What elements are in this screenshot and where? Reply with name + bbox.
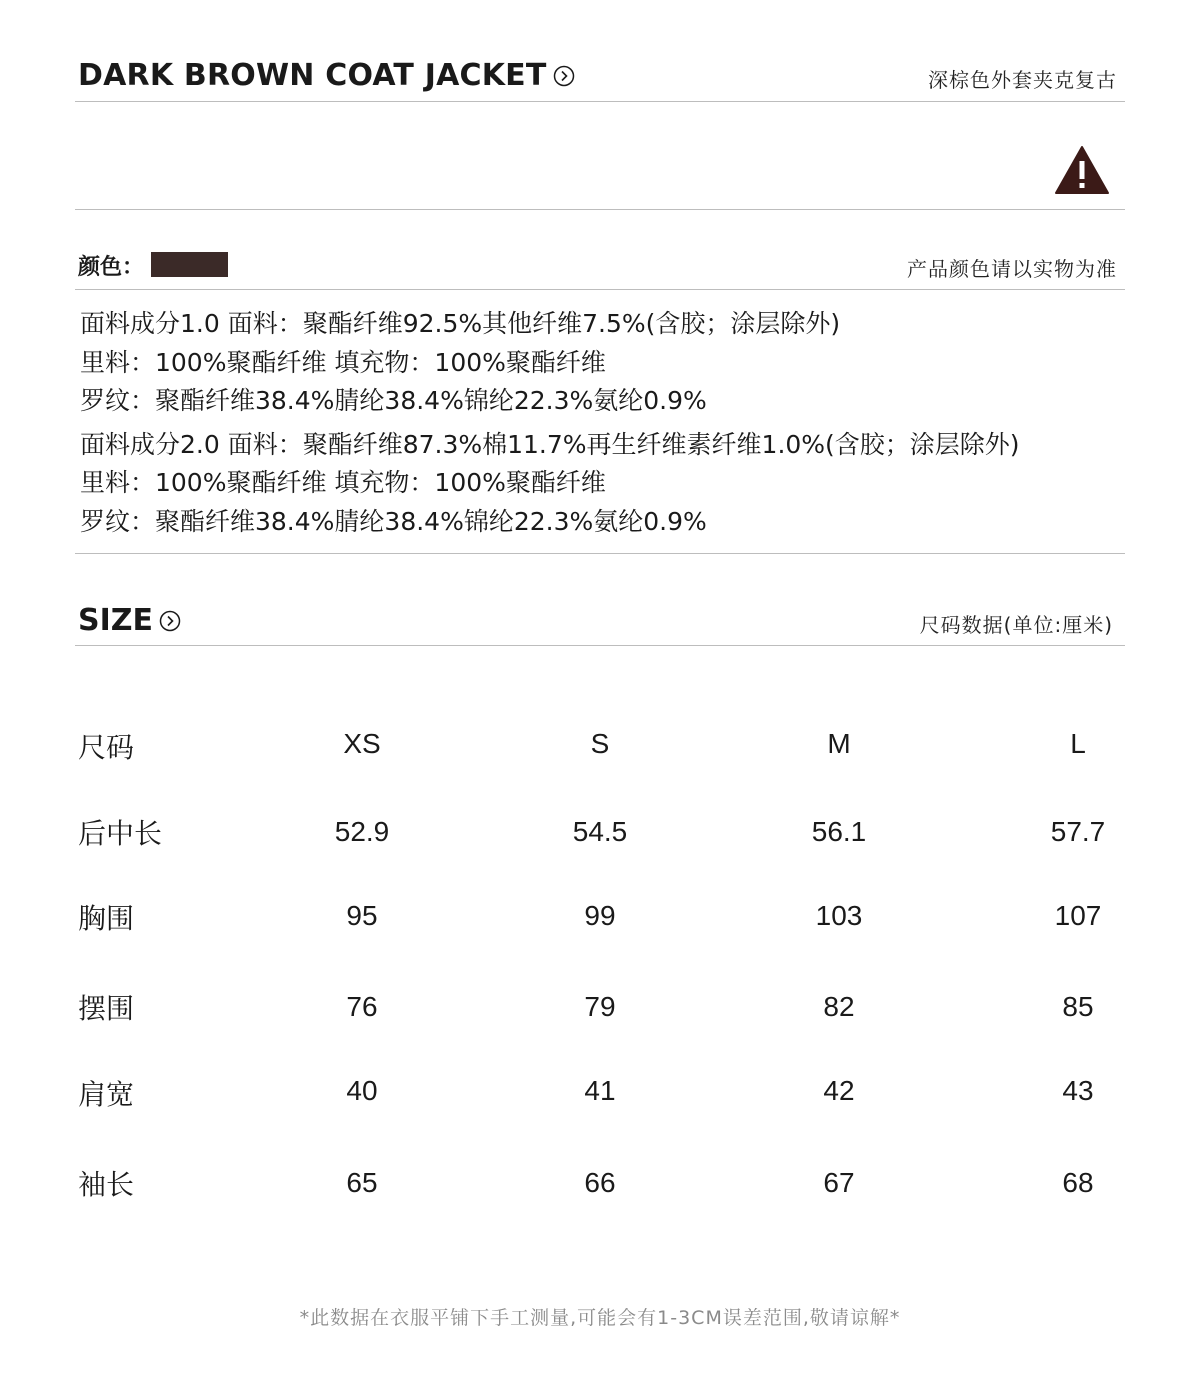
table-cell: 56.1: [811, 816, 867, 847]
divider: [75, 209, 1125, 210]
size-header-cell: L: [1070, 728, 1086, 759]
divider: [75, 289, 1125, 290]
composition-line: 罗纹：聚酯纤维38.4%腈纶38.4%锦纶22.3%氨纶0.9%: [80, 386, 707, 415]
color-label: 颜色：: [78, 255, 145, 280]
size-header-cell: M: [827, 728, 851, 759]
table-cell: 107: [1054, 900, 1102, 931]
table-cell: 66: [584, 1167, 616, 1198]
table-cell: 52.9: [334, 816, 390, 847]
table-cell: 42: [823, 1075, 855, 1106]
size-header-cell: S: [590, 728, 610, 759]
table-cell: 68: [1062, 1167, 1094, 1198]
table-cell: 76: [346, 991, 378, 1022]
table-cell: 103: [815, 900, 863, 931]
color-swatch[interactable]: [151, 252, 228, 277]
row-label: 肩宽: [78, 1078, 135, 1111]
size-unit-note: 尺码数据(单位:厘米): [919, 613, 1113, 637]
table-cell: 95: [346, 900, 378, 931]
composition-line: 罗纹：聚酯纤维38.4%腈纶38.4%锦纶22.3%氨纶0.9%: [80, 506, 707, 536]
table-cell: 54.5: [572, 816, 628, 847]
table-cell: 67: [823, 1167, 855, 1198]
row-label: 后中长: [78, 817, 163, 850]
size-title: [78, 603, 181, 638]
measurement-disclaimer: *此数据在衣服平铺下手工测量,可能会有1-3CM误差范围,敬请谅解*: [299, 1307, 901, 1329]
chevron-right-circle-icon[interactable]: [553, 65, 575, 87]
page-title: [78, 58, 575, 93]
table-cell: 79: [584, 991, 616, 1022]
divider: [75, 101, 1125, 102]
table-cell: 43: [1062, 1075, 1094, 1106]
table-cell: 99: [584, 900, 616, 931]
color-note: 产品颜色请以实物为准: [907, 257, 1117, 281]
row-label: 摆围: [78, 992, 135, 1025]
size-header-cell: XS: [343, 728, 381, 759]
table-cell: 40: [346, 1075, 378, 1106]
page-title-text: DARK BROWN COAT JACKET: [78, 58, 547, 93]
composition-line: 里料：100%聚酯纤维 填充物：100%聚酯纤维: [80, 347, 606, 377]
composition-line: 面料成分2.0 面料：聚酯纤维87.3%棉11.7%再生纤维素纤维1.0%(含胶；涂层除外): [80, 429, 1020, 459]
divider: [75, 645, 1125, 646]
row-label: 袖长: [78, 1168, 135, 1201]
product-subtitle: 深棕色外套夹克复古: [928, 68, 1117, 92]
row-label: 胸围: [78, 902, 135, 935]
table-cell: 85: [1062, 991, 1094, 1022]
composition-line: 面料成分1.0 面料：聚酯纤维92.5%其他纤维7.5%(含胶；涂层除外): [80, 309, 841, 338]
chevron-right-circle-icon[interactable]: [159, 610, 181, 632]
composition-line: 里料：100%聚酯纤维 填充物：100%聚酯纤维: [80, 468, 606, 497]
table-cell: 82: [823, 991, 855, 1022]
table-cell: 65: [346, 1167, 378, 1198]
divider: [75, 553, 1125, 554]
warning-triangle-icon: [1054, 145, 1110, 195]
size-title-text: SIZE: [78, 603, 154, 638]
table-cell: 41: [584, 1075, 616, 1106]
composition-block: [80, 305, 1130, 541]
table-header-label: 尺码: [78, 731, 135, 764]
table-cell: 57.7: [1050, 816, 1106, 847]
